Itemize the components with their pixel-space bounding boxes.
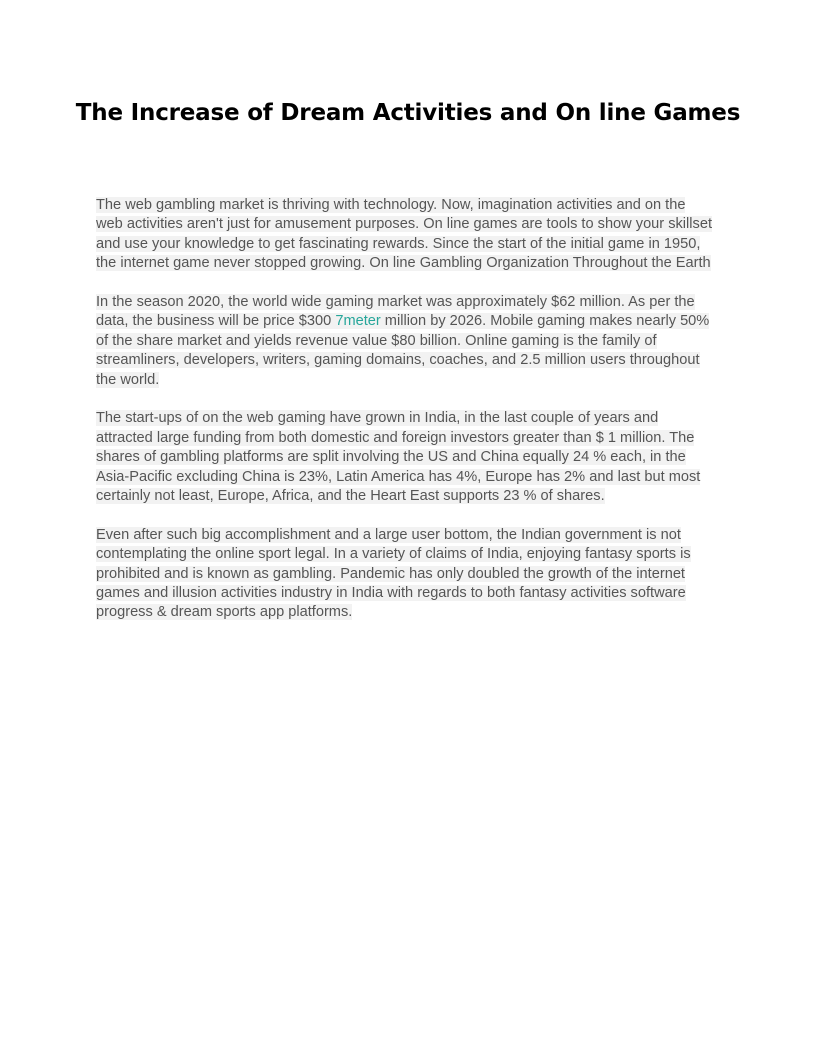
text-line: The web gambling market is thriving with technology. Now, imagination activities and on the xyxy=(96,197,686,213)
text-line: In the season 2020, the world wide gaming market was approximately $62 million. As per the xyxy=(96,294,695,311)
text-line: Asia-Pacific excluding China is 23%, Latin America has 4%, Europe has 2% and last but most xyxy=(96,468,701,485)
text-line: of the share market and yields revenue value $80 billion. Online gaming is the family of xyxy=(96,332,657,349)
text-line: Even after such big accomplishment and a large user bottom, the Indian government is not xyxy=(96,526,681,543)
text-line: The start-ups of on the web gaming have grown in India, in the last couple of years and xyxy=(96,410,659,427)
text-line: contemplating the online sport legal. In a variety of claims of India, enjoying fantasy sports is xyxy=(96,546,691,563)
paragraph-3 xyxy=(96,409,721,506)
text-line: progress & dream sports app platforms. xyxy=(96,604,353,621)
text-line-with-link xyxy=(96,313,709,329)
text-fragment: data, the business will be price $300 xyxy=(96,313,336,330)
text-line: web activities aren't just for amusement purposes. On line games are tools to show your skillset xyxy=(96,216,713,233)
text-fragment: million by 2026. Mobile gaming makes nearly 50% xyxy=(380,313,710,330)
text-line: the internet game never stopped growing. On line Gambling Organization Throughout the Earth xyxy=(96,255,711,272)
document-title: The Increase of Dream Activities and On line Games xyxy=(75,100,741,126)
7meter-link[interactable]: 7meter xyxy=(335,313,381,330)
text-line: shares of gambling platforms are split involving the US and China equally 24 % each, in the xyxy=(96,449,686,466)
text-line: and use your knowledge to get fascinating rewards. Since the start of the initial game in 1950, xyxy=(96,235,701,252)
text-line: attracted large funding from both domestic and foreign investors greater than $ 1 million. The xyxy=(96,429,695,446)
document-body xyxy=(96,196,721,642)
text-line: streamliners, developers, writers, gaming domains, coaches, and 2.5 million users throughout xyxy=(96,352,700,369)
text-line: games and illusion activities industry in India with regards to both fantasy activities software xyxy=(96,585,686,602)
text-line: the world. xyxy=(96,371,160,388)
paragraph-1 xyxy=(96,196,721,274)
paragraph-4 xyxy=(96,526,721,623)
text-line: prohibited and is known as gambling. Pandemic has only doubled the growth of the internet xyxy=(96,565,685,582)
text-line: certainly not least, Europe, Africa, and the Heart East supports 23 % of shares. xyxy=(96,488,605,505)
paragraph-2 xyxy=(96,293,721,390)
